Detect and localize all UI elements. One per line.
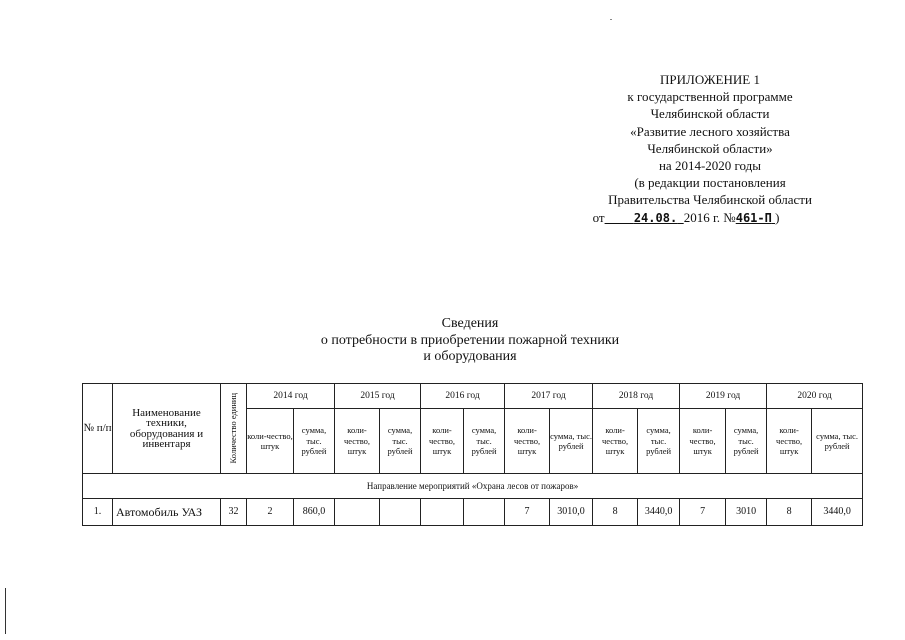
appendix-date-line <box>536 209 836 227</box>
cell-2017-qty: 7 <box>505 499 550 526</box>
year-header: 2017 год <box>505 384 593 409</box>
number-value: 461-П <box>735 210 772 225</box>
cell-2015-qty <box>335 499 380 526</box>
appendix-line: Челябинской области» <box>647 140 773 156</box>
col-header-name: Наименование техники, оборудования и инвентаря <box>113 384 221 474</box>
date-value: 24.08. <box>633 210 678 225</box>
cell-2019-qty: 7 <box>680 499 726 526</box>
year-header: 2015 год <box>335 384 421 409</box>
cell-2014-sum: 860,0 <box>294 499 335 526</box>
sub-header-sum: сумма, тыс. рублей <box>812 409 863 474</box>
row-name: Автомобиль УАЗ <box>113 499 221 526</box>
cell-2018-sum: 3440,0 <box>638 499 680 526</box>
sub-header-sum: сумма, тыс. рублей <box>294 409 335 474</box>
year-header: 2016 год <box>421 384 505 409</box>
sub-header-qty: коли-чество, штук <box>421 409 464 474</box>
scan-margin-line <box>5 588 6 634</box>
cell-2016-qty <box>421 499 464 526</box>
year-header: 2020 год <box>767 384 863 409</box>
cell-2019-sum: 3010 <box>726 499 767 526</box>
title-line-3: и оборудования <box>423 349 517 364</box>
cell-2020-sum: 3440,0 <box>812 499 863 526</box>
needs-table <box>82 383 863 526</box>
cell-2018-qty: 8 <box>593 499 638 526</box>
appendix-line: Челябинской области <box>650 106 770 122</box>
appendix-block <box>560 71 860 227</box>
cell-2014-qty: 2 <box>247 499 294 526</box>
year-header: 2018 год <box>593 384 680 409</box>
sub-header-qty: коли-чество, штук <box>680 409 726 474</box>
header-row-years <box>83 384 863 409</box>
title-line-1: Сведения <box>441 316 499 331</box>
year-header: 2019 год <box>680 384 767 409</box>
date-year: 2016 г. № <box>683 209 736 225</box>
sub-header-qty: коли-чество, штук <box>247 409 294 474</box>
section-row <box>83 474 863 499</box>
appendix-line: ПРИЛОЖЕНИЕ 1 <box>660 72 760 87</box>
cell-2020-qty: 8 <box>767 499 812 526</box>
col-header-qty: Количество единиц <box>227 393 238 464</box>
appendix-line: «Развитие лесного хозяйства <box>630 123 790 139</box>
cell-2016-sum <box>464 499 505 526</box>
appendix-line: на 2014-2020 годы <box>658 158 762 174</box>
table-row <box>83 499 863 526</box>
col-header-qty-cell <box>221 384 247 474</box>
scan-speck <box>610 19 612 20</box>
date-underline-left <box>605 210 634 225</box>
sub-header-sum: сумма, тыс. рублей <box>380 409 421 474</box>
date-close: ) <box>775 209 780 225</box>
cell-2017-sum: 3010,0 <box>550 499 593 526</box>
date-prefix: от <box>592 209 605 225</box>
year-header: 2014 год <box>247 384 335 409</box>
sub-header-sum: сумма, тыс. рублей <box>464 409 505 474</box>
col-header-num: № п/п <box>83 384 113 474</box>
row-qty: 32 <box>221 499 247 526</box>
sub-header-sum: сумма, тыс. рублей <box>638 409 680 474</box>
sub-header-sum: сумма, тыс. рублей <box>726 409 767 474</box>
row-num: 1. <box>83 499 113 526</box>
appendix-line: Правительства Челябинской области <box>608 192 812 208</box>
sub-header-qty: коли-чество, штук <box>505 409 550 474</box>
sub-header-qty: коли-чество, штук <box>767 409 812 474</box>
sub-header-sum: сумма, тыс. рублей <box>550 409 593 474</box>
sub-header-qty: коли-чество, штук <box>593 409 638 474</box>
cell-2015-sum <box>380 499 421 526</box>
section-title: Направление мероприятий «Охрана лесов от пожаров» <box>83 474 863 499</box>
title-line-2: о потребности в приобретении пожарной техники <box>320 332 620 348</box>
sub-header-qty: коли-чество, штук <box>335 409 380 474</box>
appendix-line: (в редакции постановления <box>634 175 786 191</box>
document-title <box>250 316 690 366</box>
appendix-line: к государственной программе <box>627 89 793 105</box>
